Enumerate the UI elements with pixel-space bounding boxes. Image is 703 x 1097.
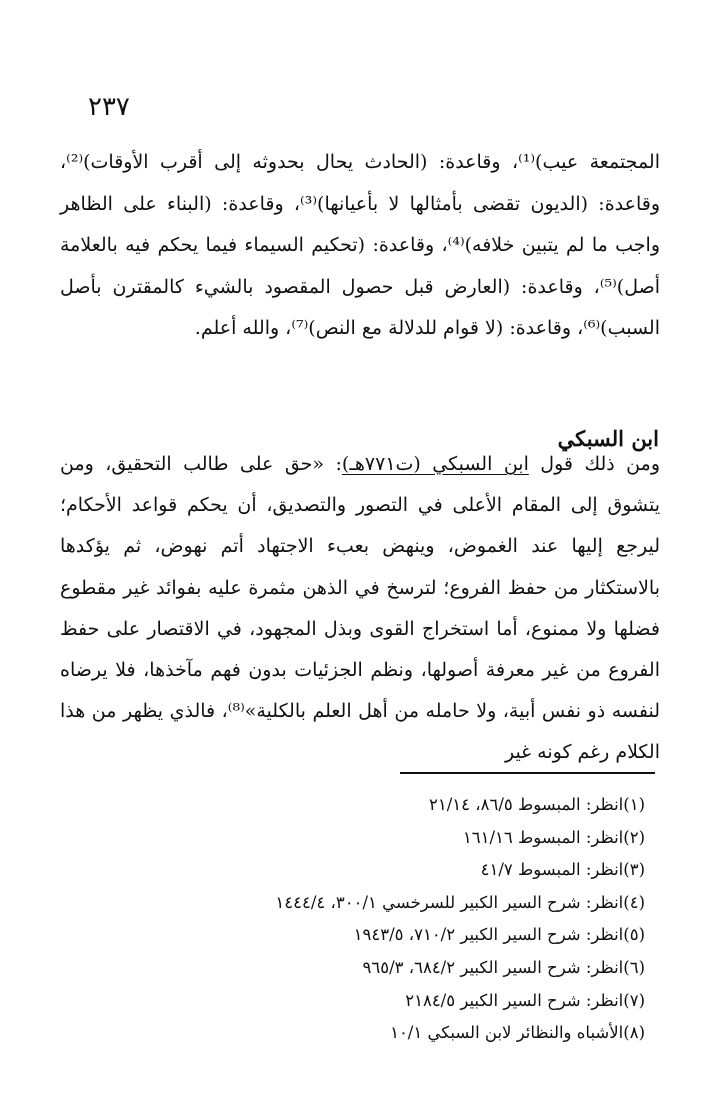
- author-name-underlined: ابن السبكي (ت٧٧١هـ): [341, 453, 529, 475]
- paragraph-ibn-al-subki-quote: [60, 444, 660, 774]
- footnote-item: (٣)انظر: المبسوط ٤١/٧: [480, 860, 645, 880]
- footnote-item: (٦)انظر: شرح السير الكبير ٦٨٤/٢، ٩٦٥/٣: [362, 957, 645, 977]
- footnotes-list: [275, 789, 645, 1050]
- page-number: ٢٣٧: [88, 92, 130, 122]
- quote-intro: ومن ذلك قول: [528, 453, 660, 475]
- paragraph-rules-list: المجتمعة عيب)⁽¹⁾، وقاعدة: (الحادث يحال بحدوثه إلى أقرب الأوقات)⁽²⁾، وقاعدة: (الديون تقضى بأمثالها لا بأعيانها)⁽³⁾، وقاعدة: (البناء على الظاهر واجب ما لم يتبين خلافه)⁽⁴⁾، وقاعدة: (تحكيم السيماء فيما يحكم فيه بالعلامة أصل)⁽⁵⁾، وقاعدة: (العارض قبل حصول المقصود بالشيء كالمقترن بأصل السبب)⁽⁶⁾، وقاعدة: (لا قوام للدلالة مع النص)⁽⁷⁾، والله أعلم.: [60, 151, 661, 339]
- footnote-item: (١)انظر: المبسوط ٨٦/٥، ٢١/١٤: [429, 795, 645, 814]
- quote-body: : «حق على طالب التحقيق، ومن يتشوق إلى المقام الأعلى في التصور والتصديق، أن يحكم قواعد الأحكام؛ ليرجع إليها عند الغموض، وينهض بعبء الاجتهاد أتم نهوض، ثم يؤكدها بالاستكثار من حفظ الفروع؛ لترسخ في الذهن مثمرة عليه بفوائد غير مقطوع فضلها ولا ممنوع، أما استخراج القوى وبذل المجهود، في الاقتصار على حفظ الفروع من غير معرفة أصولها، ونظم الجزئيات بدون فهم مآخذها، فلا يرضاه لنفسه ذو نفس أبية، ولا حامله من أهل العلم بالكلية»⁽⁸⁾، فالذي يظهر من هذا الكلام رغم كونه غير: [60, 453, 660, 764]
- footnote-item: (٢)انظر: المبسوط ١٦١/١٦: [462, 827, 645, 847]
- footnote-item: (٧)انظر: شرح السير الكبير ٢١٨٤/٥: [405, 990, 645, 1010]
- footnote-item: (٥)انظر: شرح السير الكبير ٧١٠/٢، ١٩٤٣/٥: [353, 925, 645, 945]
- footnote-item: (٤)انظر: شرح السير الكبير للسرخسي ٣٠٠/١، ١٤٤٤/٤: [275, 892, 645, 912]
- footnote-item: (٨)الأشباه والنظائر لابن السبكي ١٠/١: [390, 1023, 645, 1043]
- footnote-separator: [400, 772, 655, 774]
- section-heading: ابن السبكي: [557, 426, 659, 451]
